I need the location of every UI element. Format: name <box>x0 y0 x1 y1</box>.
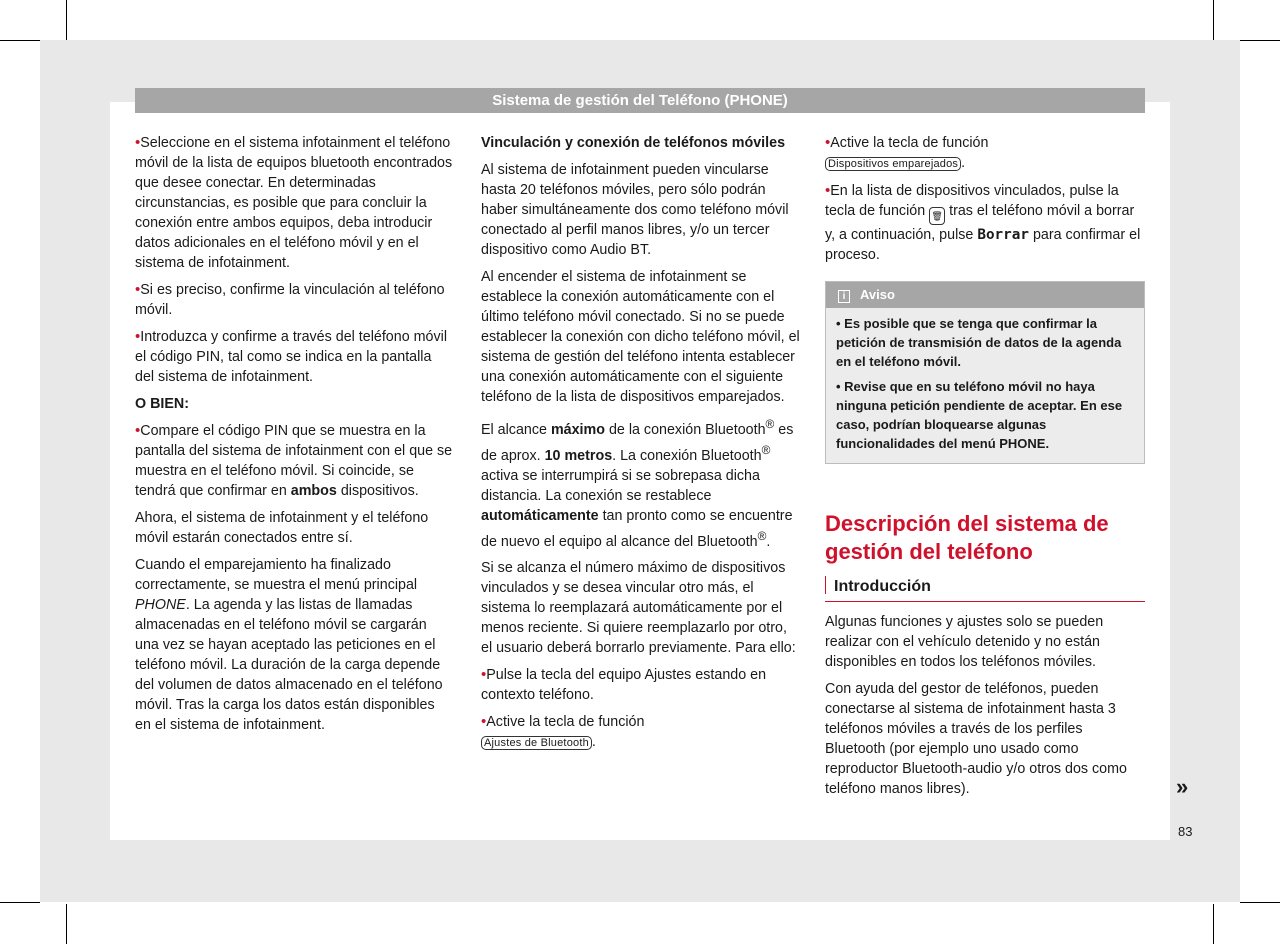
text: de la conexión Bluetooth <box>604 421 766 438</box>
notice-box <box>825 281 1145 464</box>
bullet-item <box>481 665 801 705</box>
crop-mark <box>1240 40 1280 41</box>
emphasis: máximo <box>550 421 605 438</box>
function-key: Dispositivos emparejados <box>825 157 961 171</box>
subsection-title-text: Introducción <box>834 578 931 595</box>
text: tan pronto como se encuentre de nuevo el equipo al alcance del Bluetooth <box>481 507 793 550</box>
paragraph <box>481 267 801 407</box>
emphasis: automáticamente <box>481 507 599 524</box>
bullet-item <box>481 712 801 753</box>
crop-mark <box>66 0 67 40</box>
text: activa se interrumpirá si se sobrepasa dicha distancia. La conexión se restablece <box>481 467 760 504</box>
text: Algunas funciones y ajustes solo se pueden realizar con el vehículo detenido y no están disponibles en todos los teléfonos móviles. <box>825 614 1104 670</box>
crop-mark <box>0 902 40 903</box>
text: Introduzca y confirme a través del teléfono móvil el código PIN, tal como se indica en la pantalla del sistema de infotainment. <box>135 329 447 385</box>
page-number: 83 <box>1178 824 1193 839</box>
text: El alcance <box>481 421 551 438</box>
text: Compare el código PIN que se muestra en la pantalla del sistema de infotainment con el que se muestra en el teléfono móvil. Si coincide, se tendrá que confirmar en <box>135 423 453 499</box>
subsection-title <box>825 574 1145 602</box>
bullet-item <box>825 181 1145 265</box>
notice-header <box>826 282 1144 308</box>
text: Al encender el sistema de infotainment se establece la conexión automáticamente con el último teléfono móvil conectado. Si no se puede establecer la conexión con dicho teléfono móvil, el sistema de gestión del teléfono intenta establecer una conexión automáticamente con el siguiente teléfono de la lista de dispositivos emparejados. <box>481 269 800 405</box>
paragraph <box>481 414 801 551</box>
text: tras el teléfono móvil a borrar y, a continuación, pulse <box>825 203 1135 243</box>
column-1 <box>135 133 453 742</box>
crop-mark <box>1213 0 1214 40</box>
paragraph <box>825 679 1145 799</box>
text: Seleccione en el sistema infotainment el teléfono móvil de la lista de equipos bluetooth encontrados que desee conectar. En determinadas circunstancias, es posible que para concluir la conexión entre ambos equipos, deba introducir datos adicionales en el teléfono móvil y en el sistema de infotainment. <box>135 135 453 271</box>
bullet-item <box>135 421 453 501</box>
text: Pulse la tecla del equipo Ajustes estando en contexto teléfono. <box>481 667 767 704</box>
emphasis: ® <box>761 442 771 457</box>
info-icon: i <box>838 290 850 303</box>
page-header: Sistema de gestión del Teléfono (PHONE) <box>135 88 1145 113</box>
crop-mark <box>0 40 40 41</box>
emphasis: ® <box>757 528 767 543</box>
crop-mark <box>1240 902 1280 903</box>
text: Con ayuda del gestor de teléfonos, pueden conectarse al sistema de infotainment hasta 3 teléfonos móviles a través de los perfiles Bluetooth (por ejemplo uno usado como reproductor Bluetooth-audio y/o otros dos como teléfono manos libres). <box>825 681 1127 797</box>
emphasis: 10 metros <box>544 447 613 464</box>
paragraph <box>481 558 801 658</box>
text: . La conexión Bluetooth <box>612 447 762 464</box>
text: Si se alcanza el número máximo de dispositivos vinculados y se desea vincular otro más, el sistema lo reemplazará automáticamente por el menos reciente. Si quiere reemplazarlo por otro, el usuario deberá borrarlo previamente. Para ello: <box>481 560 796 657</box>
text: . La agenda y las listas de llamadas almacenadas en el teléfono móvil se cargarán una vez se hayan aceptado las peticiones en el teléfono móvil. La duración de la carga depende del volumen de datos almacenado en el teléfono móvil. Tras la carga los datos están disponibles en el sistema de infotainment. <box>135 597 443 733</box>
text: Al sistema de infotainment pueden vincularse hasta 20 teléfonos móviles, pero sólo podrán haber simultáneamente dos como teléfono móvil conectado al perfil manos libres, y/o un tercer dispositivo como Audio BT. <box>481 162 789 258</box>
column-3 <box>825 133 1145 806</box>
text: En la lista de dispositivos vinculados, pulse la tecla de función <box>825 183 1119 219</box>
crop-mark <box>1213 904 1214 944</box>
section-title: Descripción del sistema de gestión del teléfono <box>825 511 1109 564</box>
continued-marker: » <box>1176 774 1189 799</box>
emphasis: ambos <box>290 483 337 499</box>
paragraph <box>135 555 453 735</box>
text: dispositivos. <box>336 483 419 499</box>
text: Ahora, el sistema de infotainment y el teléfono móvil estarán conectados entre sí. <box>135 510 429 546</box>
notice-title: Aviso <box>860 287 895 302</box>
text: . <box>961 155 966 171</box>
text: . <box>591 734 596 751</box>
bullet-item <box>135 133 453 273</box>
subheading <box>481 133 801 153</box>
text: . <box>766 533 771 550</box>
text: O BIEN: <box>135 396 190 412</box>
text: Si es preciso, confirme la vinculación al teléfono móvil. <box>135 282 445 318</box>
text: Active la tecla de función <box>486 714 645 731</box>
paragraph <box>825 612 1145 672</box>
emphasis: ® <box>765 417 775 431</box>
text: Vinculación y conexión de teléfonos móviles <box>481 135 786 151</box>
text: para confirmar el proceso. <box>825 227 1141 263</box>
function-key: Ajustes de Bluetooth <box>481 736 592 750</box>
button-label: Borrar <box>977 227 1029 243</box>
bullet-item <box>135 280 453 320</box>
introduction-text <box>825 612 1145 799</box>
text: Active la tecla de función <box>830 135 989 151</box>
notice-item: • Revise que en su teléfono móvil no haya ninguna petición pendiente de aceptar. En ese caso, podrían bloquearse algunas funcionalidades del menú PHONE. <box>836 379 1123 451</box>
bullet-item <box>135 327 453 387</box>
paragraph <box>481 160 801 260</box>
text: Cuando el emparejamiento ha finalizado correctamente, se muestra el menú principal <box>135 557 418 593</box>
crop-mark <box>66 904 67 944</box>
text: es de aprox. <box>481 421 794 464</box>
column-2 <box>481 133 801 760</box>
notice-item: • Es posible que se tenga que confirmar la petición de transmisión de datos de la agenda en el teléfono móvil. <box>836 316 1122 369</box>
emphasis: PHONE <box>135 597 186 613</box>
bullet-item <box>825 133 1145 174</box>
paragraph <box>135 508 453 548</box>
column-3-steps <box>825 133 1145 265</box>
trash-icon: 🗑 <box>929 207 945 225</box>
subheading <box>135 394 453 414</box>
